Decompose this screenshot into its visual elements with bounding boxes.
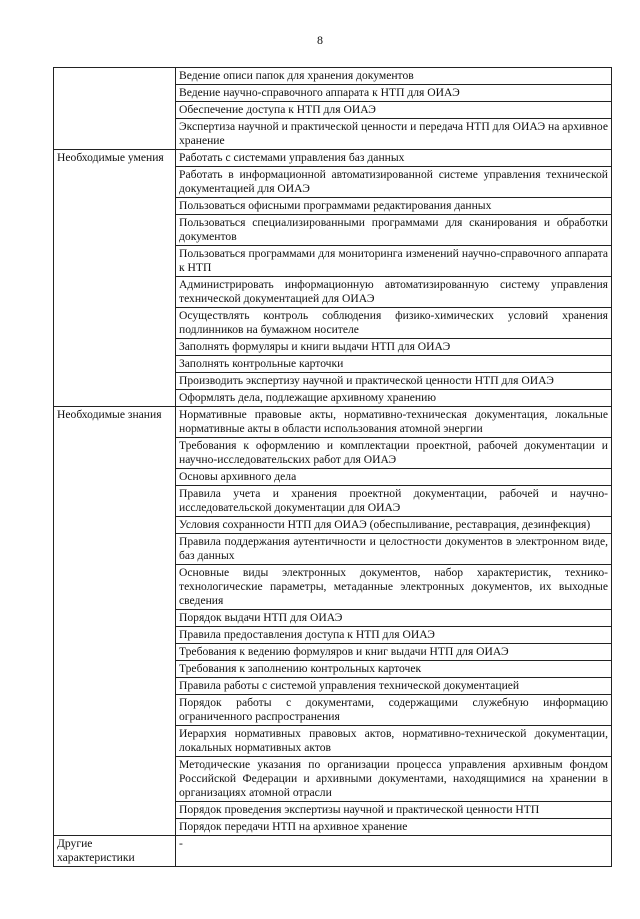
section-item: Правила предоставления доступа к НТП для ОИАЭ bbox=[176, 627, 612, 644]
section-item: Заполнять формуляры и книги выдачи НТП для ОИАЭ bbox=[176, 339, 612, 356]
table-body bbox=[54, 68, 612, 867]
section-item: Требования к ведению формуляров и книг выдачи НТП для ОИАЭ bbox=[176, 644, 612, 661]
section-item: Работать в информационной автоматизированной системе управления технической документацией для ОИАЭ bbox=[176, 167, 612, 198]
section-item: Осуществлять контроль соблюдения физико-химических условий хранения подлинников на бумажном носителе bbox=[176, 308, 612, 339]
section-item: Нормативные правовые акты, нормативно-техническая документация, локальные нормативные акты в области использования атомной энергии bbox=[176, 407, 612, 438]
section-item: Требования к заполнению контрольных карточек bbox=[176, 661, 612, 678]
section-item: Оформлять дела, подлежащие архивному хранению bbox=[176, 390, 612, 407]
section-item: Экспертиза научной и практической ценности и передача НТП для ОИАЭ на архивное хранение bbox=[176, 119, 612, 150]
table-row bbox=[54, 836, 612, 867]
section-item: - bbox=[176, 836, 612, 867]
section-item: Производить экспертизу научной и практической ценности НТП для ОИАЭ bbox=[176, 373, 612, 390]
section-item: Требования к оформлению и комплектации проектной, рабочей документации и научно-исследовательских работ для ОИАЭ bbox=[176, 438, 612, 469]
section-item: Правила учета и хранения проектной документации, рабочей и научно-исследовательской документации для ОИАЭ bbox=[176, 486, 612, 517]
section-item: Порядок работы с документами, содержащими служебную информацию ограниченного распространения bbox=[176, 695, 612, 726]
section-item: Порядок выдачи НТП для ОИАЭ bbox=[176, 610, 612, 627]
section-item: Пользоваться офисными программами редактирования данных bbox=[176, 198, 612, 215]
section-item: Ведение описи папок для хранения документов bbox=[176, 68, 612, 85]
section-item: Заполнять контрольные карточки bbox=[176, 356, 612, 373]
section-item: Основы архивного дела bbox=[176, 469, 612, 486]
section-item: Администрировать информационную автоматизированную систему управления технической документацией для ОИАЭ bbox=[176, 277, 612, 308]
table-row bbox=[54, 407, 612, 438]
section-item: Порядок проведения экспертизы научной и практической ценности НТП bbox=[176, 802, 612, 819]
section-item: Условия сохранности НТП для ОИАЭ (обеспыливание, реставрация, дезинфекция) bbox=[176, 517, 612, 534]
section-item: Ведение научно-справочного аппарата к НТП для ОИАЭ bbox=[176, 85, 612, 102]
section-item: Порядок передачи НТП на архивное хранение bbox=[176, 819, 612, 836]
section-item: Пользоваться программами для мониторинга изменений научно-справочного аппарата к НТП bbox=[176, 246, 612, 277]
section-label: Другие характеристики bbox=[54, 836, 176, 867]
characteristics-table bbox=[53, 67, 612, 867]
section-item: Методические указания по организации процесса управления архивным фондом Российской Федерации и архивными документами, находящимися на хранении в организациях атомной отрасли bbox=[176, 757, 612, 802]
section-label: Необходимые умения bbox=[54, 150, 176, 407]
section-label: Необходимые знания bbox=[54, 407, 176, 836]
section-item: Иерархия нормативных правовых актов, нормативно-технической документации, локальных нормативных актов bbox=[176, 726, 612, 757]
section-item: Основные виды электронных документов, набор характеристик, технико-технологические параметры, метаданные электронных документов, их выходные сведения bbox=[176, 565, 612, 610]
table-row bbox=[54, 68, 612, 85]
section-label bbox=[54, 68, 176, 150]
section-item: Обеспечение доступа к НТП для ОИАЭ bbox=[176, 102, 612, 119]
section-item: Правила поддержания аутентичности и целостности документов в электронном виде, баз данных bbox=[176, 534, 612, 565]
page-number: 8 bbox=[317, 33, 323, 47]
section-item: Пользоваться специализированными программами для сканирования и обработки документов bbox=[176, 215, 612, 246]
section-item: Работать с системами управления баз данных bbox=[176, 150, 612, 167]
section-item: Правила работы с системой управления технической документацией bbox=[176, 678, 612, 695]
table-row bbox=[54, 150, 612, 167]
